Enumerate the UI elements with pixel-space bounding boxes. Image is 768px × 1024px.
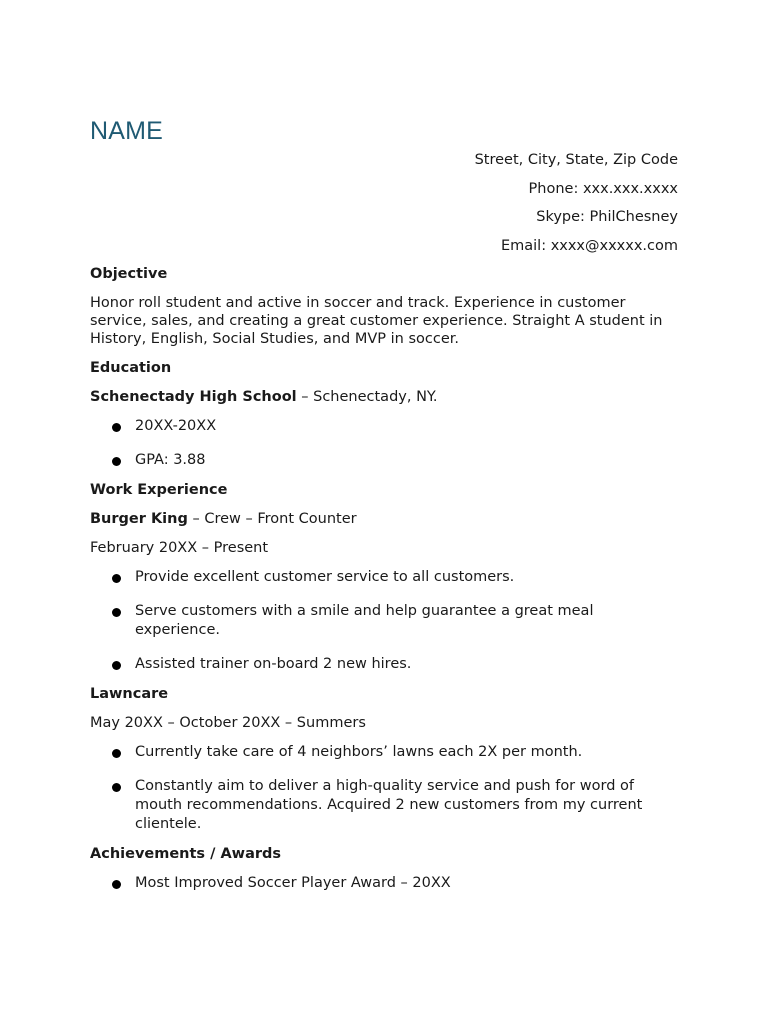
job2-bullet-text: Constantly aim to deliver a high-quality service and push for word of mouth recommendations. Acquired 2 new customers from my current clientele. — [135, 778, 643, 832]
bullet-icon — [112, 749, 121, 758]
contact-block — [475, 150, 678, 264]
bullet-icon — [112, 608, 121, 617]
objective-text: Honor roll student and active in soccer and track. Experience in customer service, sales, and creating a great customer experience. Straight A student in History, English, Social Studies, and MVP in soccer. — [90, 295, 663, 347]
objective-heading: Objective — [90, 266, 168, 282]
list-item — [90, 602, 678, 640]
contact-phone: Phone: xxx.xxx.xxxx — [528, 180, 678, 197]
job1-line — [90, 510, 678, 529]
list-item — [90, 655, 678, 674]
job1-role: – Crew – Front Counter — [187, 511, 357, 527]
list-item — [90, 417, 678, 436]
bullet-icon — [112, 880, 121, 889]
achievements-heading: Achievements / Awards — [90, 846, 282, 862]
education-bullets — [90, 417, 678, 470]
achievement-text: Most Improved Soccer Player Award – 20XX — [135, 875, 451, 891]
job1-dates: February 20XX – Present — [90, 540, 269, 556]
list-item — [90, 568, 678, 587]
list-item — [90, 874, 678, 893]
bullet-icon — [112, 457, 121, 466]
education-gpa: GPA: 3.88 — [135, 452, 206, 468]
job2-bullets — [90, 743, 678, 834]
job2-dates: May 20XX – October 20XX – Summers — [90, 715, 366, 731]
job1-employer: Burger King — [90, 511, 188, 527]
contact-email: Email: xxxx@xxxxx.com — [500, 237, 678, 254]
job2-title: Lawncare — [90, 686, 169, 702]
list-item — [90, 451, 678, 470]
list-item — [90, 743, 678, 762]
education-heading: Education — [90, 360, 172, 376]
job1-bullet-text: Assisted trainer on-board 2 new hires. — [135, 656, 412, 672]
contact-skype: Skype: PhilChesney — [536, 209, 678, 225]
applicant-name: NAME — [90, 117, 164, 145]
bullet-icon — [112, 574, 121, 583]
school-location: – Schenectady, NY. — [296, 389, 438, 405]
resume-page — [90, 0, 678, 1024]
school-line — [90, 388, 678, 407]
work-heading: Work Experience — [90, 482, 228, 498]
job1-bullets — [90, 568, 678, 674]
resume-body — [90, 264, 678, 903]
bullet-icon — [112, 423, 121, 432]
list-item — [90, 777, 678, 834]
bullet-icon — [112, 783, 121, 792]
achievements-bullets — [90, 874, 678, 893]
education-years: 20XX-20XX — [135, 418, 217, 434]
job1-bullet-text: Provide excellent customer service to all customers. — [135, 569, 515, 585]
job1-bullet-text: Serve customers with a smile and help guarantee a great meal experience. — [135, 603, 594, 638]
bullet-icon — [112, 661, 121, 670]
school-name: Schenectady High School — [90, 389, 297, 405]
contact-address: Street, City, State, Zip Code — [474, 152, 678, 168]
job2-bullet-text: Currently take care of 4 neighbors’ lawns each 2X per month. — [135, 744, 583, 760]
